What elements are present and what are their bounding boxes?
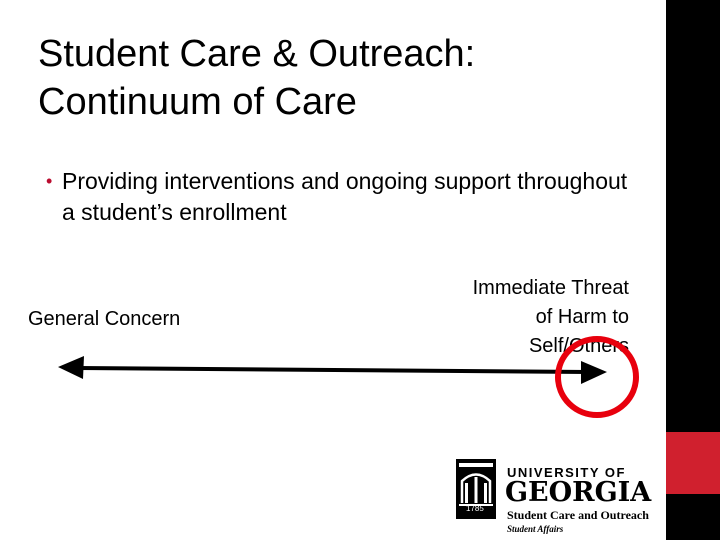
title-line-2: Continuum of Care: [38, 81, 357, 123]
continuum-line: [78, 368, 588, 372]
bullet-text: Providing interventions and ongoing support throughout a student’s enrollment: [62, 168, 628, 225]
title-line-1: Student Care & Outreach:: [38, 33, 476, 75]
arrow-left-head-icon: [58, 356, 84, 379]
logo-georgia-text: GEORGIA: [505, 477, 652, 508]
right-label-line-3: Self/Others: [528, 335, 629, 357]
continuum-right-label: [400, 274, 629, 361]
logo-division-text: Student Affairs: [507, 524, 564, 534]
arch-year: 1785: [466, 504, 484, 513]
uga-logo: [452, 455, 662, 540]
arrow-right-head-icon: [581, 361, 607, 384]
bullet-list: [40, 166, 640, 228]
sidebar-red-accent: [666, 432, 720, 494]
continuum-left-label: General Concern: [28, 308, 181, 330]
right-label-line-1: Immediate Threat: [472, 277, 629, 299]
right-label-line-2: of Harm to: [535, 306, 629, 328]
bullet-icon: •: [46, 171, 53, 191]
bullet-item: [40, 166, 640, 228]
logo-department-text: Student Care and Outreach: [507, 508, 649, 522]
slide-title: [38, 30, 648, 126]
logo-university-text: UNIVERSITY OF: [507, 465, 626, 480]
